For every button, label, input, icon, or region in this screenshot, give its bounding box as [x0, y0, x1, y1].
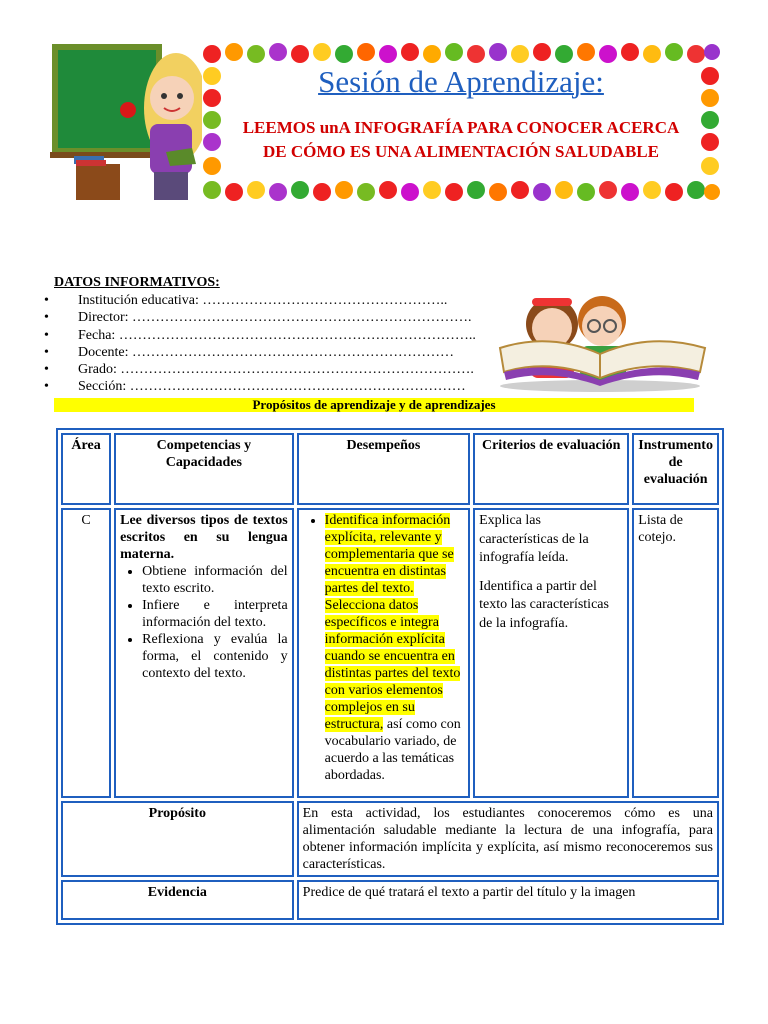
table-header-row: [61, 433, 719, 505]
desempeno-highlighted-text: Identifica información explícita, relevante y complementaria que se encuentra en distintas partes del texto. Selecciona datos específicos e integra información explícita cuando se encuentra en distintas partes del texto con varios elementos complejos en su estructura,: [324, 513, 461, 732]
cell-competencias: [114, 508, 294, 798]
datos-item-grado: • Grado: ………………………………………………………………….: [44, 362, 474, 378]
title-banner: [202, 42, 720, 202]
cell-criterios: [473, 508, 629, 798]
purposes-heading: Propósitos de aprendizaje y de aprendizajes: [54, 398, 694, 412]
criterio-item: Identifica a partir del texto las características de la infografía.: [479, 578, 609, 631]
header: [50, 40, 720, 205]
proposito-label: Propósito: [61, 801, 294, 877]
kids-reading-illustration: [490, 288, 720, 392]
evidencia-label: Evidencia: [61, 880, 294, 920]
planning-table-frame: [56, 428, 724, 916]
subtitle-line-1: LEEMOS unA INFOGRAFÍA PARA CONOCER ACERCA: [242, 118, 680, 137]
session-title: Sesión de Aprendizaje:: [318, 64, 604, 99]
bullet-icon: •: [44, 362, 49, 378]
session-subtitle: [226, 116, 696, 164]
capacidad-item: • Reflexiona y evalúa la forma, el contenido y contexto del texto.: [142, 631, 288, 682]
datos-informativos: [44, 275, 494, 396]
bullet-icon: •: [44, 327, 49, 343]
capacidad-item: • Obtiene información del texto escrito.: [142, 563, 288, 597]
criterio-item: Explica las características de la infografía leída.: [479, 513, 589, 565]
capacidades-list: [120, 563, 288, 682]
capacidad-item: • Infiere e interpreta información del texto.: [142, 597, 288, 631]
cell-area: C: [61, 508, 111, 798]
proposito-text: En esta actividad, los estudiantes conoceremos cómo es una alimentación saludable mediante la lectura de una infografía, para obtener información implícita y explícita, así mismo reconoceremos sus características.: [297, 801, 719, 877]
planning-table: [56, 428, 724, 925]
header-competencias: Competencias y Capacidades: [114, 433, 294, 505]
datos-item-director: • Director: ……………………………………………………………….: [44, 310, 472, 326]
bullet-icon: •: [44, 293, 49, 308]
proposito-row: [61, 801, 719, 877]
bullet-icon: •: [44, 379, 49, 395]
desempeno-item: [325, 512, 464, 784]
datos-item-institucion: • Institución educativa: ……………………………………………..: [44, 293, 448, 308]
desempenos-list: [303, 512, 464, 784]
datos-title: DATOS INFORMATIVOS:: [54, 275, 220, 290]
desempeno-rest-text: así como con vocabulario variado, de acuerdo a las temáticas abordadas.: [324, 717, 461, 783]
evidencia-text: Predice de qué tratará el texto a partir del título y la imagen: [297, 880, 719, 920]
datos-item-seccion: • Sección: ………………………………………………………………: [44, 379, 466, 395]
datos-list: [44, 292, 494, 396]
datos-item-fecha: • Fecha: …………………………………………………………………..: [44, 327, 476, 343]
datos-item-docente: • Docente: ……………………………………………………………: [44, 344, 455, 360]
cell-instrumento: Lista de cotejo.: [632, 508, 719, 798]
header-desempenos: Desempeños: [297, 433, 470, 505]
bullet-icon: •: [44, 310, 49, 326]
cell-desempenos: [297, 508, 470, 798]
header-criterios: Criterios de evaluación: [473, 433, 629, 505]
header-area: Área: [61, 433, 111, 505]
bullet-icon: •: [44, 344, 49, 360]
table-row: [61, 508, 719, 798]
subtitle-line-2: DE CÓMO ES UNA ALIMENTACIÓN SALUDABLE: [263, 142, 659, 161]
competencia-title: Lee diversos tipos de textos escritos en su lengua materna.: [120, 513, 288, 562]
header-instrumento: Instrumento de evaluación: [632, 433, 719, 505]
evidencia-row: [61, 880, 719, 920]
teacher-illustration: [50, 40, 200, 202]
